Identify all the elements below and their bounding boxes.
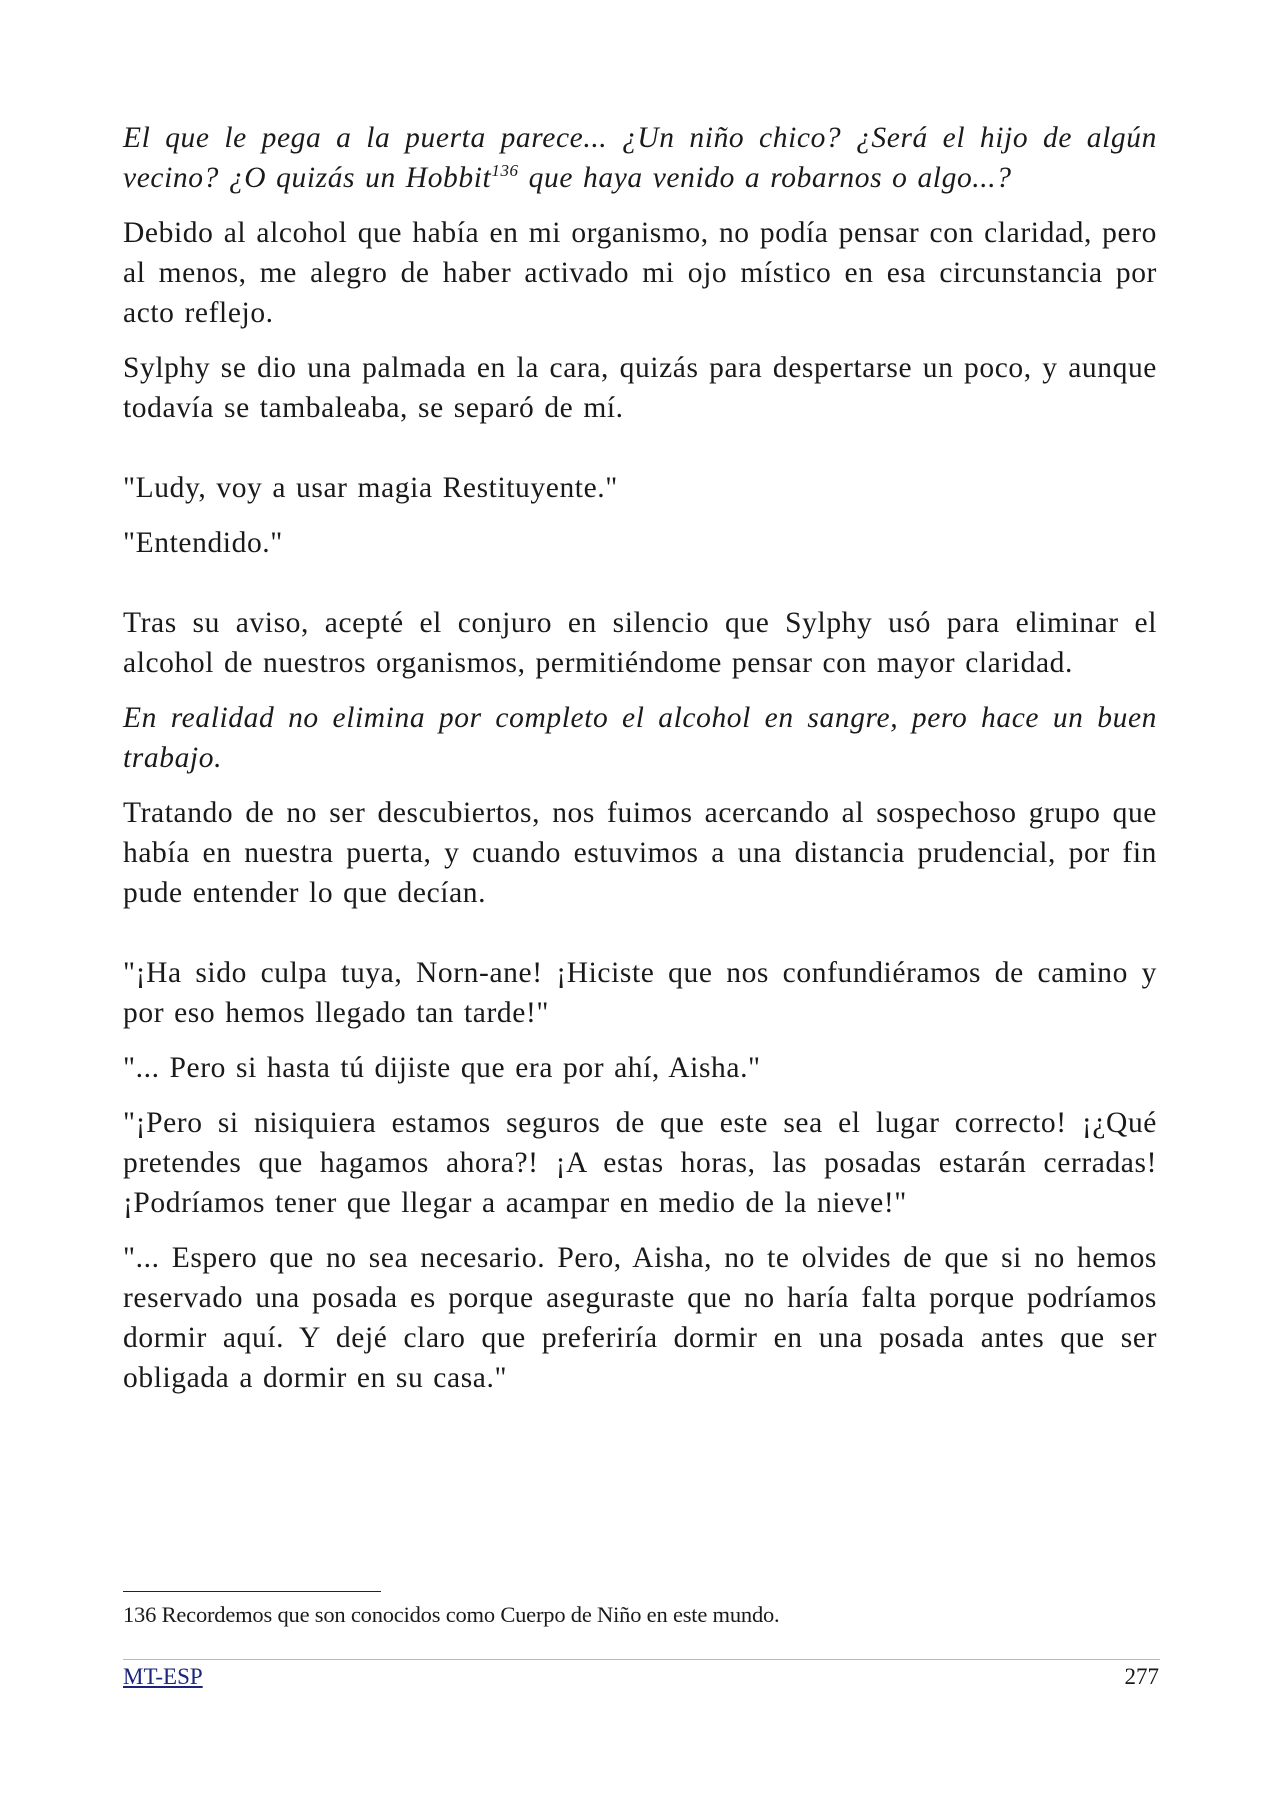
paragraph-text: "... Pero si hasta tú dijiste que era por ahí, Aisha." [123,1052,761,1084]
paragraph-9 [123,953,1157,1033]
paragraph-3 [123,348,1157,428]
paragraph-7 [123,698,1157,778]
paragraph-text: En realidad no elimina por completo el alcohol en sangre, pero hace un buen trabajo. [123,702,1157,774]
paragraph-text: Tras su aviso, acepté el conjuro en silencio que Sylphy usó para eliminar el alcohol de nuestros organismos, permitiéndome pensar con mayor claridad. [123,607,1157,679]
footnote-136: 136 Recordemos que son conocidos como Cuerpo de Niño en este mundo. [123,1602,780,1627]
paragraph-text: "... Espero que no sea necesario. Pero, Aisha, no te olvides de que si no hemos reservado una posada es porque aseguraste que no haría falta porque podríamos dormir aquí. Y dejé claro que preferiría dormir en una posada antes que ser obligada a dormir en su casa." [123,1242,1157,1394]
paragraph-10 [123,1048,1157,1088]
paragraph-text: "Entendido." [123,527,283,559]
paragraph-text: Sylphy se dio una palmada en la cara, quizás para despertarse un poco, y aunque todavía se tambaleaba, se separó de mí. [123,352,1157,424]
paragraph-text: El que le pega a la puerta parece... ¿Un niño chico? ¿Será el hijo de algún vecino? ¿O quizás un Hobbit [123,122,1157,194]
paragraph-2 [123,213,1157,333]
footer-link-mt-esp[interactable]: MT-ESP [123,1664,203,1689]
footer-divider [123,1659,1160,1660]
paragraph-6 [123,603,1157,683]
paragraph-8 [123,793,1157,913]
page-number: 277 [1124,1664,1159,1689]
paragraph-11 [123,1103,1157,1223]
paragraph-text: "¡Pero si nisiquiera estamos seguros de que este sea el lugar correcto! ¡¿Qué pretendes que hagamos ahora?! ¡A estas horas, las posadas estarán cerradas! ¡Podríamos tener que llegar a acampar en medio de la nieve!" [123,1107,1157,1219]
footnote-divider [123,1591,381,1592]
footnote-marker[interactable]: 136 [491,161,519,181]
paragraph-text: "Ludy, voy a usar magia Restituyente." [123,472,618,504]
paragraph-1 [123,118,1157,198]
page-body [123,118,1157,1413]
paragraph-12 [123,1238,1157,1398]
paragraph-5 [123,523,1157,563]
paragraph-text: "¡Ha sido culpa tuya, Norn-ane! ¡Hiciste que nos confundiéramos de camino y por eso hemos llegado tan tarde!" [123,957,1157,1029]
paragraph-4 [123,468,1157,508]
paragraph-text-continued: que haya venido a robarnos o algo...? [518,162,1012,194]
paragraph-text: Debido al alcohol que había en mi organismo, no podía pensar con claridad, pero al menos, me alegro de haber activado mi ojo místico en esa circunstancia por acto reflejo. [123,217,1157,329]
paragraph-text: Tratando de no ser descubiertos, nos fuimos acercando al sospechoso grupo que había en nuestra puerta, y cuando estuvimos a una distancia prudencial, por fin pude entender lo que decían. [123,797,1157,909]
